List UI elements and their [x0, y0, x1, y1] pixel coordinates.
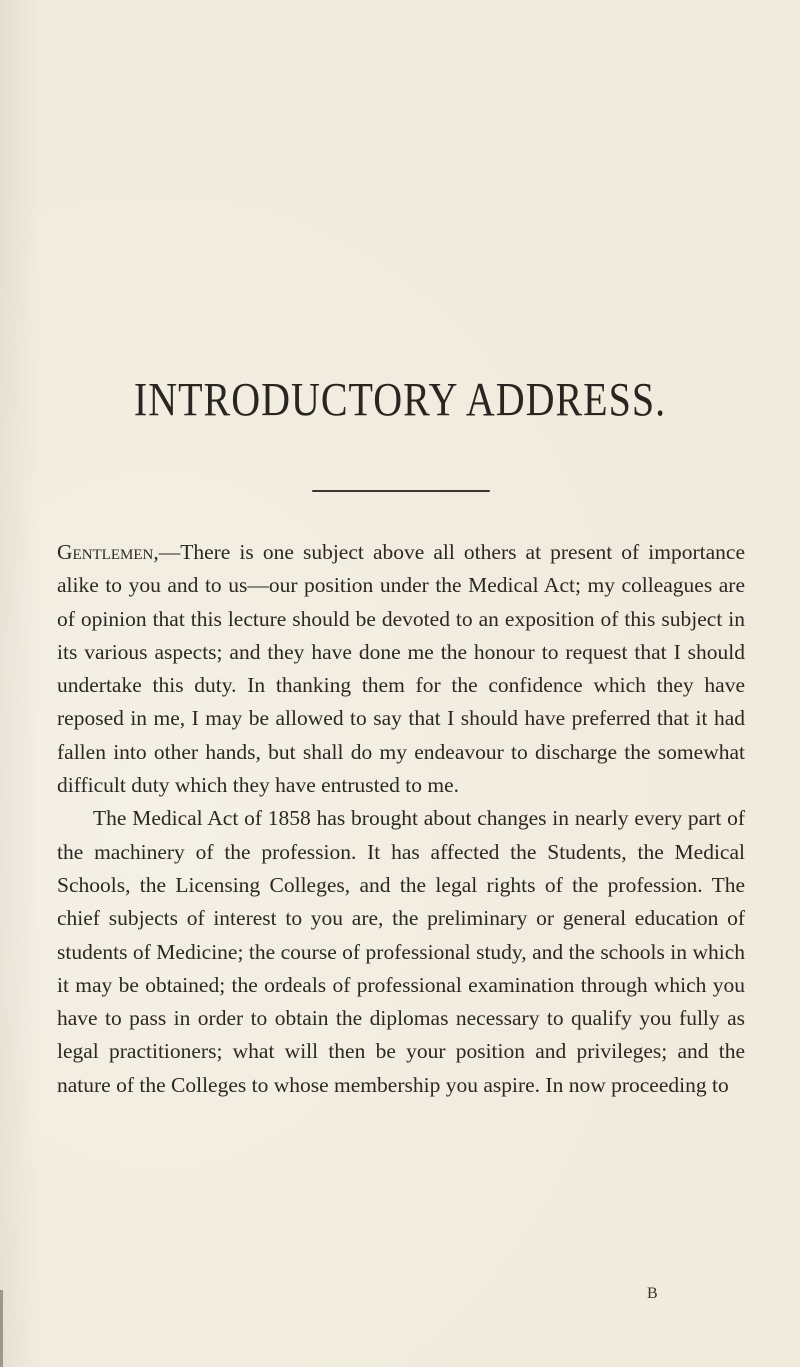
heading-divider [312, 490, 490, 492]
signature-mark: B [647, 1285, 658, 1302]
page-edge-shadow [0, 1290, 3, 1367]
paragraph-2: The Medical Act of 1858 has brought about changes in nearly every part of the machinery of the profession. It has affected the Students, the Medical Schools, the Licensing Colleges, and the legal rights of the profession. The chief subjects of interest to you are, the preliminary or general education of students of Medicine; the course of professional study, and the schools in which it may be obtained; the ordeals of professional examination through which you have to pass in order to obtain the diplomas necessary to qualify you fully as legal practitioners; what will then be your position and privileges; and the nature of the Colleges to whose membership you aspire. In now proceeding to [57, 806, 745, 1097]
salutation: Gentlemen, [57, 540, 159, 564]
paragraph-1-text: —There is one subject above all others at present of importance alike to you and to us—our position under the Medical Act; my colleagues are of opinion that this lecture should be devoted to an exposition of this subject in its various aspects; and they have done me the honour to request that I should undertake this duty. In thanking them for the confidence which they have reposed in me, I may be allowed to say that I should have preferred that it had fallen into other hands, but shall do my endeavour to discharge the somewhat difficult duty which they have entrusted to me. [57, 540, 745, 798]
chapter-heading: INTRODUCTORY ADDRESS. [133, 373, 667, 427]
paragraph-1 [57, 536, 745, 802]
body-text [57, 536, 745, 1102]
